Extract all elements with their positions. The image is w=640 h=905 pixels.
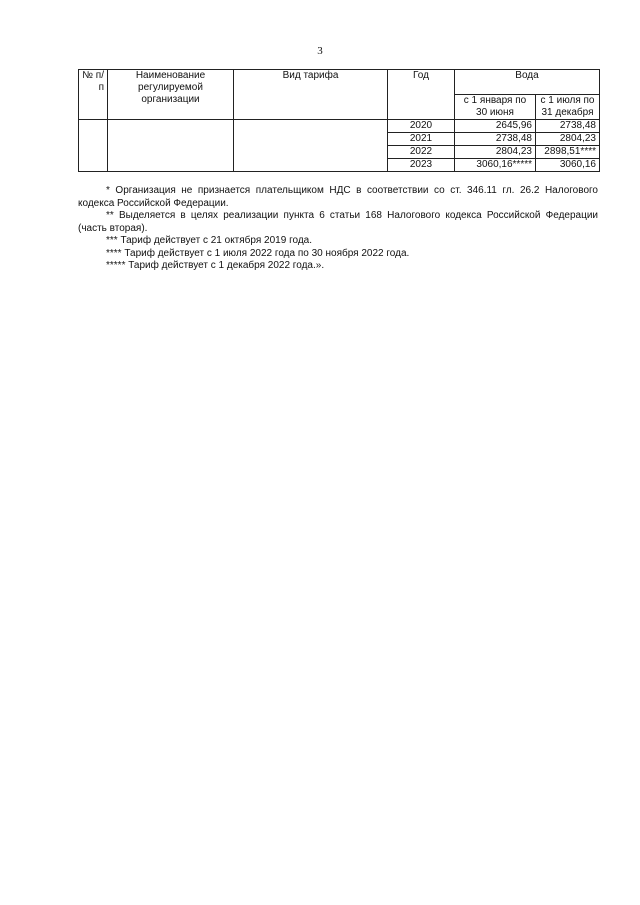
footnote-tariff-2019: *** Тариф действует с 21 октября 2019 года.	[106, 235, 313, 246]
footnotes	[78, 185, 598, 273]
page-number: 3	[317, 45, 323, 57]
cell-year: 2021	[388, 133, 455, 146]
cell-year: 2022	[388, 146, 455, 159]
table-header-row	[79, 70, 600, 95]
cell-organization-name	[108, 120, 234, 172]
cell-first-half-value: 2804,23	[455, 146, 536, 159]
cell-second-half-value: 3060,16	[536, 159, 600, 172]
cell-num	[79, 120, 108, 172]
footnote-tariff-dec-2022: ***** Тариф действует с 1 декабря 2022 года.».	[106, 260, 325, 271]
header-period-second-half: с 1 июля по 31 декабря	[536, 95, 600, 120]
table-row	[79, 120, 600, 133]
cell-first-half-value: 3060,16*****	[455, 159, 536, 172]
cell-second-half-value: 2898,51****	[536, 146, 600, 159]
header-num: № п/п	[79, 70, 108, 120]
cell-tariff-type	[234, 120, 388, 172]
footnote-tariff-jul-nov-2022: **** Тариф действует с 1 июля 2022 года по 30 ноября 2022 года.	[106, 247, 410, 259]
footnote-vat-exemption: * Организация не признается плательщиком НДС в соответствии со ст. 346.11 гл. 26.2 Налогового кодекса Российской Федерации.	[78, 185, 598, 209]
header-period-first-half: с 1 января по 30 июня	[455, 95, 536, 120]
cell-second-half-value: 2738,48	[536, 120, 600, 133]
footnote-vat-allocation: ** Выделяется в целях реализации пункта 6 статьи 168 Налогового кодекса Российской Федерации (часть вторая).	[78, 210, 598, 234]
cell-year: 2020	[388, 120, 455, 133]
header-tariff-type: Вид тарифа	[234, 70, 388, 120]
cell-first-half-value: 2738,48	[455, 133, 536, 146]
header-water: Вода	[455, 70, 600, 95]
cell-second-half-value: 2804,23	[536, 133, 600, 146]
cell-first-half-value: 2645,96	[455, 120, 536, 133]
tariff-table	[78, 69, 600, 172]
header-year: Год	[388, 70, 455, 120]
header-organization-name: Наименование регулируемой организации	[108, 70, 234, 120]
cell-year: 2023	[388, 159, 455, 172]
